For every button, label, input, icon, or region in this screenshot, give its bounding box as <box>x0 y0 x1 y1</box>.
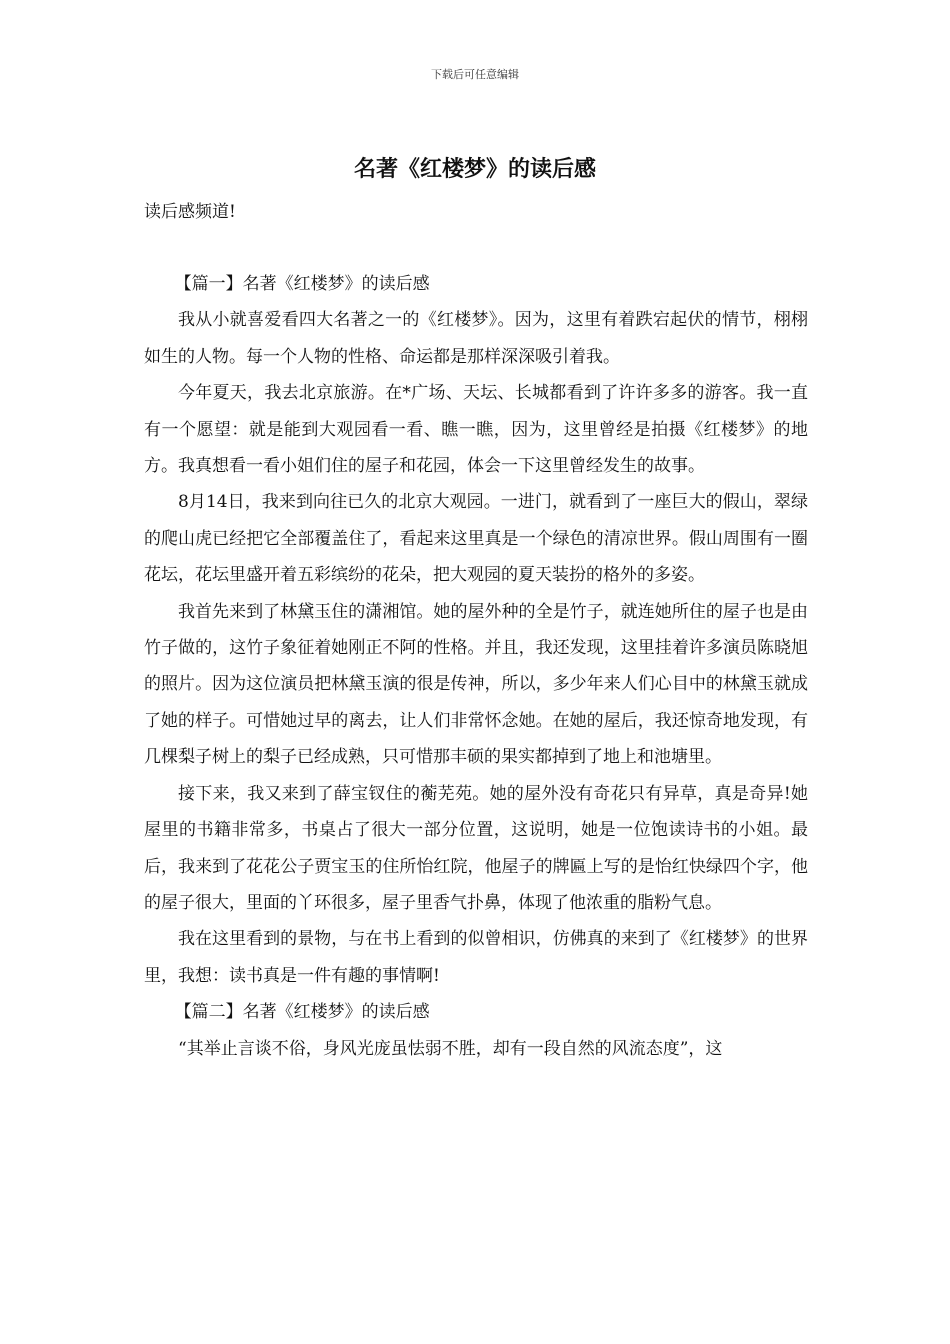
header-note: 下载后可任意编辑 <box>431 68 519 81</box>
paragraph: 接下来，我又来到了薛宝钗住的蘅芜苑。她的屋外没有奇花只有异草，真是奇异!她屋里的书籍非常多，书桌占了很大一部分位置，这说明，她是一位饱读诗书的小姐。最后，我来到了花花公子贾宝玉的住所怡红院，他屋子的牌匾上写的是怡红快绿四个字，他的屋子很大，里面的丫环很多，屋子里香气扑鼻，体现了他浓重的脂粉气息。 <box>144 783 808 913</box>
paragraph: 8月14日，我来到向往已久的北京大观园。一进门，就看到了一座巨大的假山，翠绿的爬山虎已经把它全部覆盖住了，看起来这里真是一个绿色的清凉世界。假山周围有一圈花坛，花坛里盛开着五彩缤纷的花朵，把大观园的夏天装扮的格外的多姿。 <box>144 492 808 586</box>
paragraph: 今年夏天，我去北京旅游。在*广场、天坛、长城都看到了许许多多的游客。我一直有一个愿望：就是能到大观园看一看、瞧一瞧，因为，这里曾经是拍摄《红楼梦》的地方。我真想看一看小姐们住的屋子和花园，体会一下这里曾经发生的故事。 <box>144 383 808 477</box>
paragraph: 我在这里看到的景物，与在书上看到的似曾相识，仿佛真的来到了《红楼梦》的世界里，我想：读书真是一件有趣的事情啊! <box>144 929 808 986</box>
document-body <box>144 266 808 1067</box>
channel-label: 读后感频道! <box>144 202 236 222</box>
paragraph: “其举止言谈不俗，身风光庞虽怯弱不胜，却有一段自然的风流态度”，这 <box>178 1038 723 1059</box>
paragraph: 我从小就喜爱看四大名著之一的《红楼梦》。因为，这里有着跌宕起伏的情节，栩栩如生的人物。每一个人物的性格、命运都是那样深深吸引着我。 <box>144 310 808 367</box>
section-heading: 【篇一】名著《红楼梦》的读后感 <box>174 274 430 294</box>
paragraph: 我首先来到了林黛玉住的潇湘馆。她的屋外种的全是竹子，就连她所住的屋子也是由竹子做的，这竹子象征着她刚正不阿的性格。并且，我还发现，这里挂着许多演员陈晓旭的照片。因为这位演员把林黛玉演的很是传神，所以，多少年来人们心目中的林黛玉就成了她的样子。可惜她过早的离去，让人们非常怀念她。在她的屋后，我还惊奇地发现，有几棵梨子树上的梨子已经成熟，只可惜那丰硕的果实都掉到了地上和池塘里。 <box>144 601 808 768</box>
document-title: 名著《红楼梦》的读后感 <box>353 156 596 182</box>
section-heading: 【篇二】名著《红楼梦》的读后感 <box>174 1002 430 1023</box>
